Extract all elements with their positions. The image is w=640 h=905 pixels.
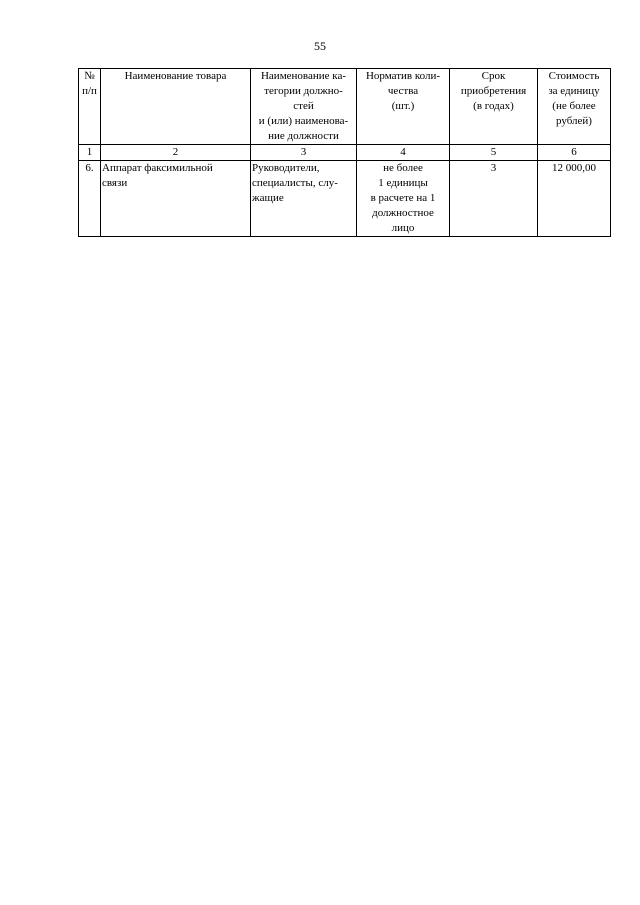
table-row — [79, 161, 611, 237]
header-col-item: Наименование товара — [101, 69, 251, 145]
row-number-cell: 6. — [79, 161, 101, 237]
category-cell: Руководители, специалисты, слу- жащие — [251, 161, 357, 237]
column-number: 2 — [101, 145, 251, 161]
header-col-quantity: Норматив коли- чества (шт.) — [357, 69, 450, 145]
quantity-cell: не более 1 единицы в расчете на 1 должностное лицо — [357, 161, 450, 237]
header-col-category: Наименование ка- тегории должно- стей и (или) наименова- ние должности — [251, 69, 357, 145]
column-number: 4 — [357, 145, 450, 161]
item-name-cell: Аппарат факсимильной связи — [101, 161, 251, 237]
spec-table — [78, 68, 611, 237]
header-col-number: № п/п — [79, 69, 101, 145]
header-col-cost: Стоимость за единицу (не более рублей) — [538, 69, 611, 145]
table-header-row — [79, 69, 611, 145]
column-number: 6 — [538, 145, 611, 161]
column-number-row — [79, 145, 611, 161]
cost-cell: 12 000,00 — [538, 161, 611, 237]
column-number: 5 — [450, 145, 538, 161]
term-cell: 3 — [450, 161, 538, 237]
header-col-term: Срок приобретения (в годах) — [450, 69, 538, 145]
page-number: 55 — [314, 39, 326, 53]
column-number: 3 — [251, 145, 357, 161]
column-number: 1 — [79, 145, 101, 161]
